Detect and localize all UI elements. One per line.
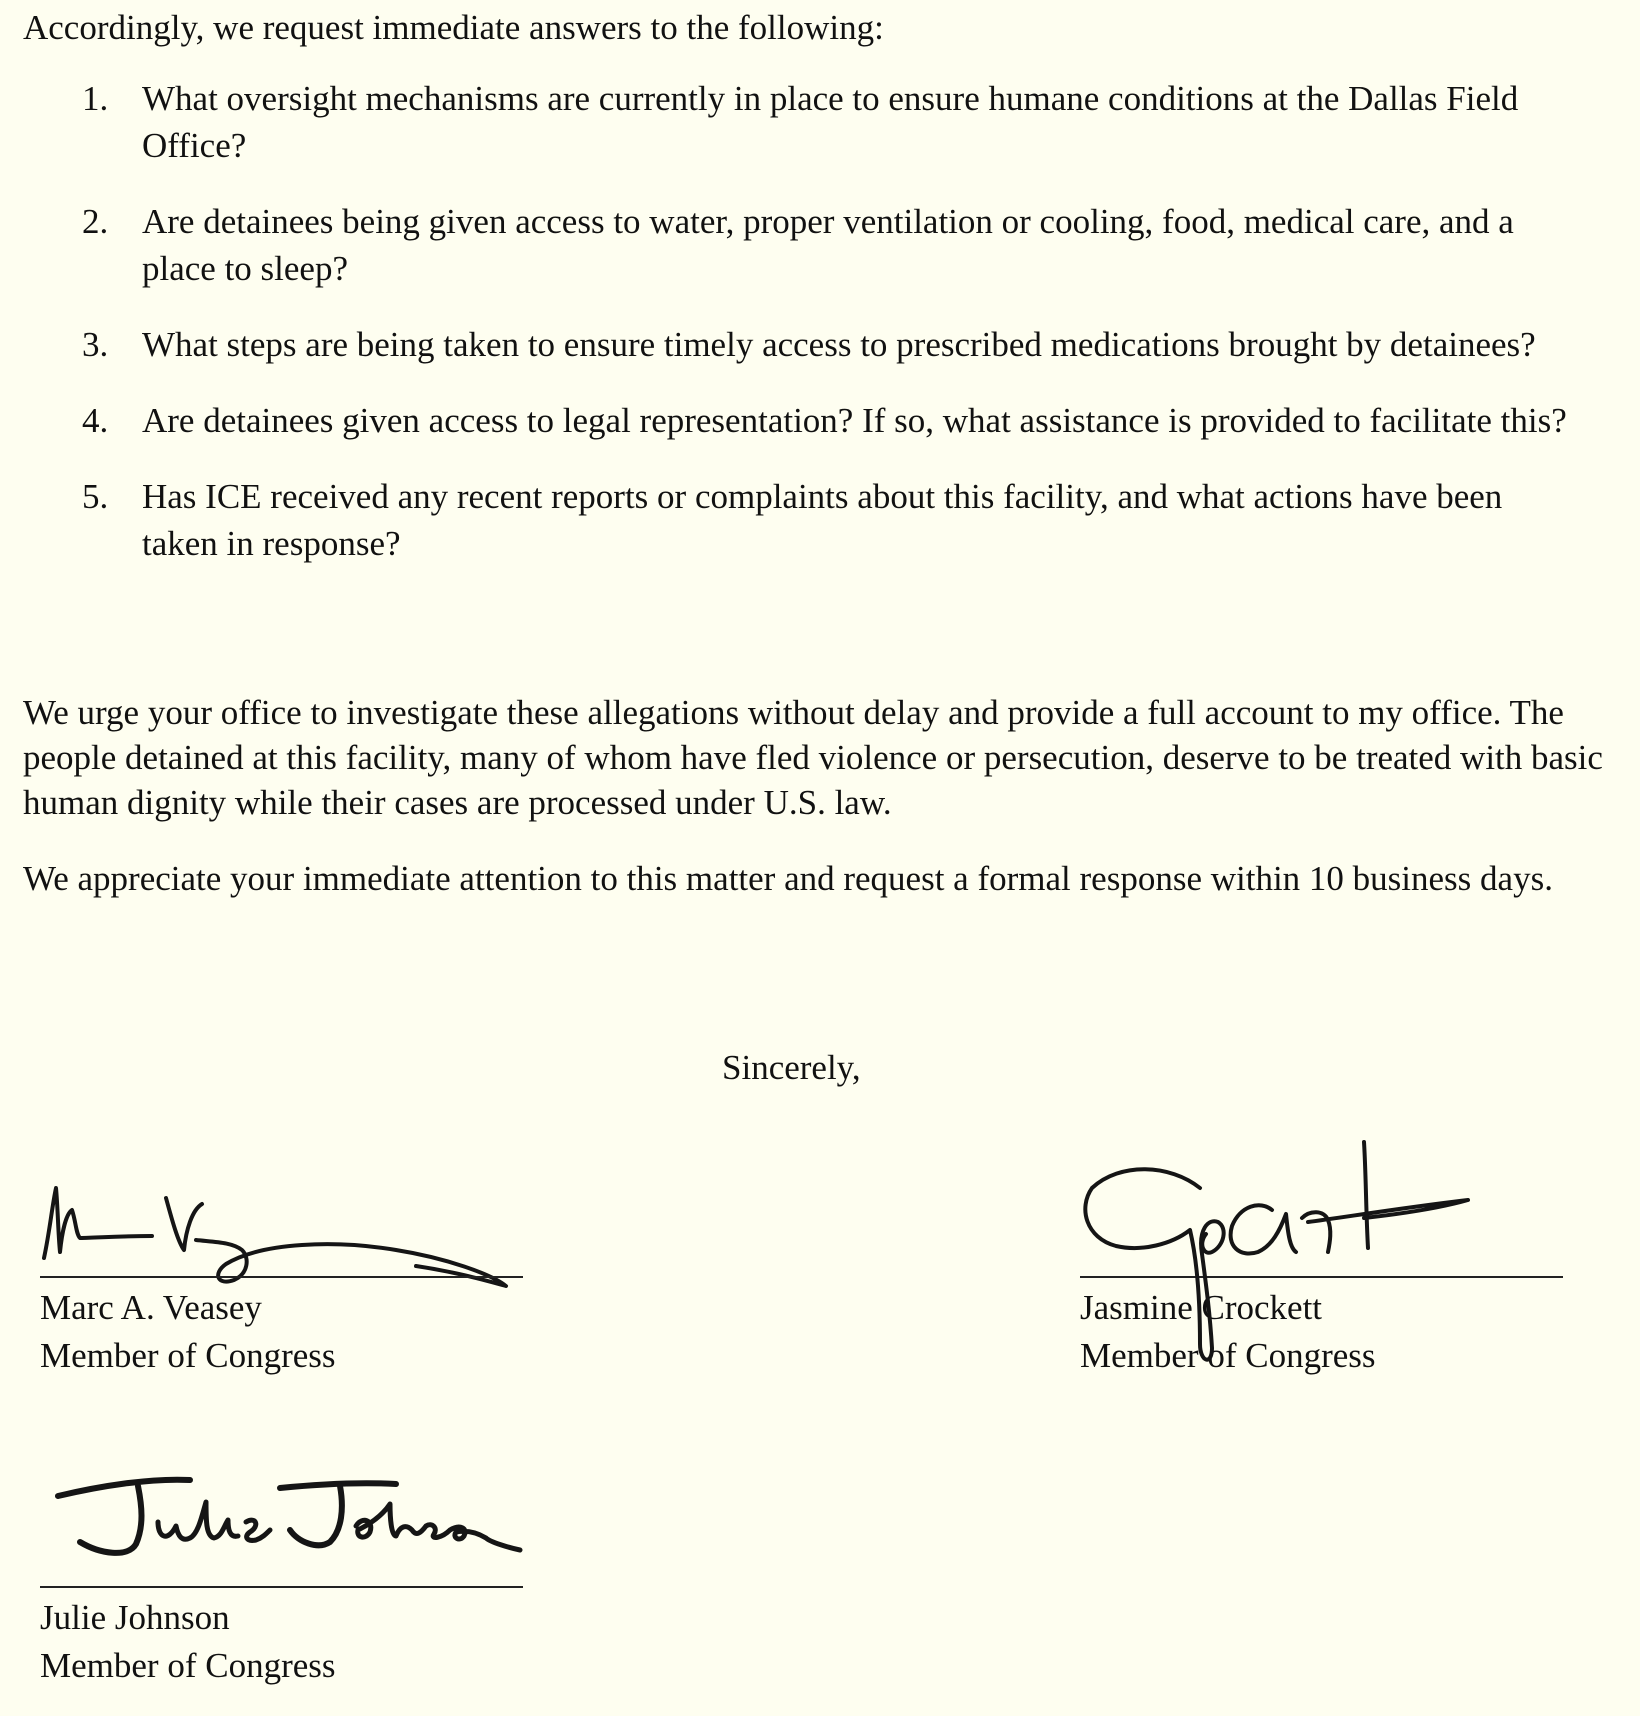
urge-paragraph: We urge your office to investigate these allegations without delay and provide a full account to my office. The people detained at this facility, many of whom have fled violence or persecution, deserve to be treated with basic human dignity while their cases are processed under U.S. law. [23,693,1603,822]
list-item [0,75,1582,169]
handwritten-signature-crockett [1080,1134,1480,1384]
signature-block-johnson [40,1480,540,1700]
list-item-text: Are detainees given access to legal representation? If so, what assistance is provided to facilitate this? [142,401,1567,440]
signatory-title: Member of Congress [40,1336,336,1375]
list-item [0,198,1582,292]
list-item-number: 3. [82,325,109,364]
list-item [0,397,1582,444]
signatory-name: Julie Johnson [40,1598,230,1637]
handwritten-signature-johnson [40,1446,560,1566]
list-item-number: 5. [82,477,109,516]
signature-block-crockett [1080,1170,1580,1390]
list-item [0,473,1582,567]
list-item-number: 1. [82,79,109,118]
list-item-text: What steps are being taken to ensure timely access to prescribed medications brought by detainees? [142,325,1536,364]
list-item-number: 2. [82,202,109,241]
signature-line [40,1276,523,1278]
closing-salutation: Sincerely, [722,1048,861,1087]
signature-line [40,1586,523,1588]
list-item-number: 4. [82,401,109,440]
signature-block-veasey [40,1170,540,1390]
list-item [0,321,1582,368]
signatory-name: Marc A. Veasey [40,1288,262,1327]
list-item-text: What oversight mechanisms are currently in place to ensure humane conditions at the Dallas Field Office? [142,79,1519,165]
signatory-title: Member of Congress [40,1646,336,1685]
list-item-text: Has ICE received any recent reports or complaints about this facility, and what actions have been taken in response? [142,477,1503,563]
questions-list [0,75,1600,596]
intro-paragraph: Accordingly, we request immediate answers to the following: [23,8,884,47]
signatory-title: Member of Congress [1080,1336,1376,1375]
list-item-text: Are detainees being given access to water, proper ventilation or cooling, food, medical care, and a place to sleep? [142,202,1514,288]
signatory-name: Jasmine Crockett [1080,1288,1323,1327]
appreciation-paragraph: We appreciate your immediate attention to this matter and request a formal response within 10 business days. [23,859,1553,898]
